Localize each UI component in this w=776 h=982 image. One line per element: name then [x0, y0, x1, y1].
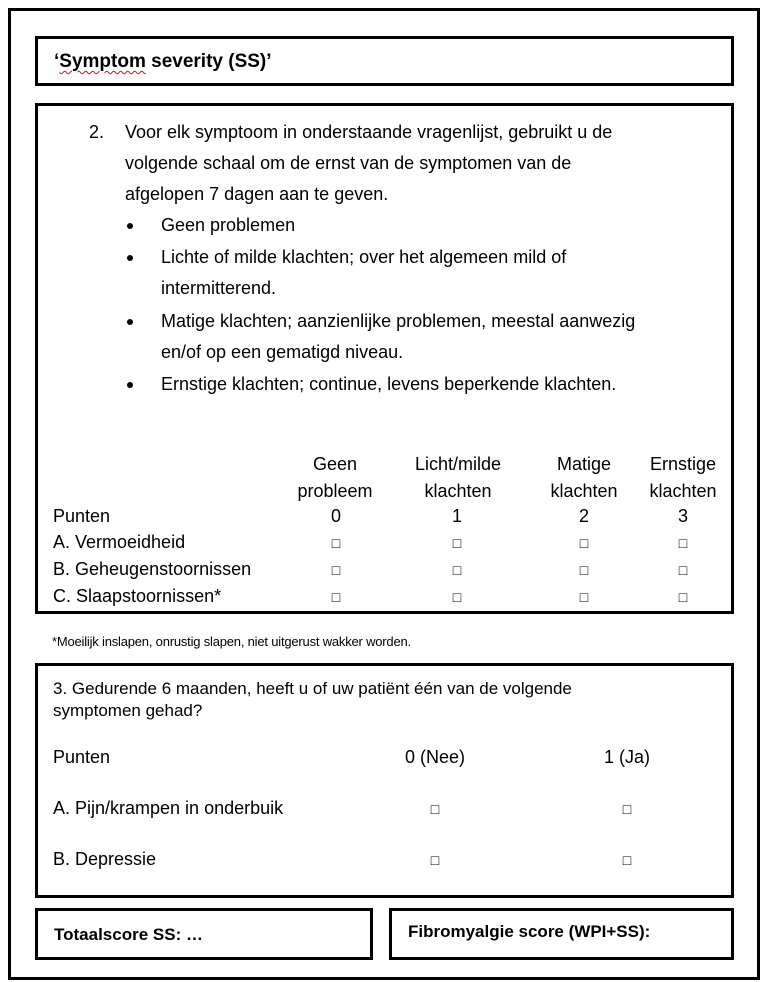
bullet-icon — [127, 382, 133, 388]
points-value: 1 — [451, 506, 462, 526]
question2-line: afgelopen 7 dagen aan te geven. — [125, 184, 389, 204]
column-header-no: 0 (Nee) — [404, 747, 466, 767]
points-value: 2 — [578, 506, 589, 526]
question2-box — [35, 103, 734, 614]
question2-line: volgende schaal om de ernst van de symptomen van de — [125, 153, 572, 173]
question3-text: 3. Gedurende 6 maanden, heeft u of uw patiënt één van de volgende — [53, 679, 572, 698]
checkbox[interactable]: □ — [452, 589, 462, 605]
points-value: 3 — [677, 506, 688, 526]
bullet-icon — [127, 255, 133, 261]
checkbox[interactable]: □ — [579, 535, 589, 551]
checkbox[interactable]: □ — [579, 562, 589, 578]
checkbox[interactable]: □ — [678, 535, 688, 551]
checkbox[interactable]: □ — [430, 801, 440, 817]
question3-box — [35, 663, 734, 898]
question2-line: Voor elk symptoom in onderstaande vragenlijst, gebruikt u de — [125, 122, 613, 142]
question2-number: 2. — [89, 122, 105, 142]
scale-option: en/of op een gematigd niveau. — [161, 342, 404, 362]
checkbox[interactable]: □ — [622, 801, 632, 817]
checkbox[interactable]: □ — [622, 852, 632, 868]
checkbox[interactable]: □ — [678, 589, 688, 605]
checkbox[interactable]: □ — [430, 852, 440, 868]
scale-option: Matige klachten; aanzienlijke problemen, meestal aanwezig — [161, 311, 636, 331]
total-ss-box — [35, 908, 373, 960]
symptom-row-label: C. Slaapstoornissen* — [53, 586, 222, 606]
scale-option: Ernstige klachten; continue, levens beperkende klachten. — [161, 374, 617, 394]
points-label: Punten — [53, 747, 111, 767]
checkbox[interactable]: □ — [579, 589, 589, 605]
checkbox[interactable]: □ — [331, 589, 341, 605]
column-header: Geen probleem — [297, 454, 373, 501]
bullet-icon — [127, 319, 133, 325]
column-header-yes: 1 (Ja) — [603, 747, 650, 767]
total-ss-label: Totaalscore SS: … — [54, 925, 203, 944]
fibro-score-box — [389, 908, 734, 960]
symptom-row-label: B. Geheugenstoornissen — [53, 559, 252, 579]
scale-option: Lichte of milde klachten; over het algemeen mild of — [161, 247, 567, 267]
column-header: Licht/milde klachten — [414, 454, 502, 501]
column-header: Matige klachten — [550, 454, 618, 501]
checkbox[interactable]: □ — [331, 535, 341, 551]
fibro-score-label: Fibromyalgie score (WPI+SS): — [408, 922, 651, 941]
footnote: *Moeilijk inslapen, onrustig slapen, niet uitgerust wakker worden. — [52, 634, 411, 649]
symptom-row-label: B. Depressie — [53, 849, 157, 869]
points-value: 0 — [330, 506, 341, 526]
symptom-row-label: A. Pijn/krampen in onderbuik — [53, 798, 284, 818]
checkbox[interactable]: □ — [331, 562, 341, 578]
bullet-icon — [127, 223, 133, 229]
symptom-row-label: A. Vermoeidheid — [53, 532, 186, 552]
checkbox[interactable]: □ — [678, 562, 688, 578]
points-label: Punten — [53, 506, 111, 526]
checkbox[interactable]: □ — [452, 535, 462, 551]
scale-option: intermitterend. — [161, 278, 277, 298]
question3-text: symptomen gehad? — [53, 701, 203, 720]
scale-option: Geen problemen — [161, 215, 296, 235]
page-title: ‘Symptom severity (SS)’ — [54, 51, 272, 72]
title-box — [35, 36, 734, 86]
column-header: Ernstige klachten — [649, 454, 717, 501]
checkbox[interactable]: □ — [452, 562, 462, 578]
